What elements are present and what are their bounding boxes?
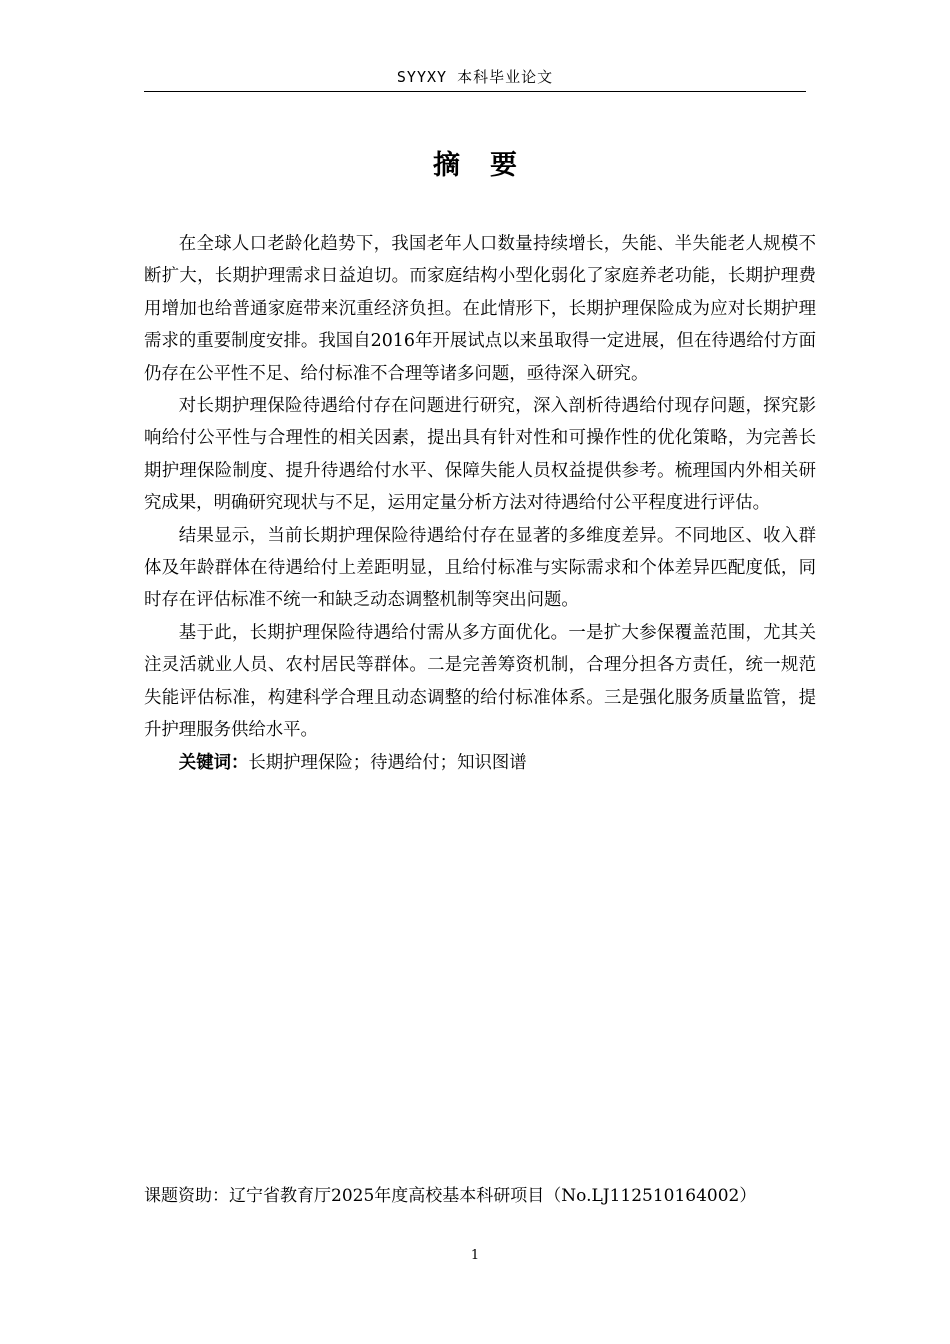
abstract-body	[144, 228, 816, 779]
keywords-label: 关键词：	[178, 752, 249, 773]
abstract-title: 摘要	[433, 150, 547, 181]
page-number: 1	[470, 1248, 480, 1263]
abstract-paragraph-4: 基于此，长期护理保险待遇给付需从多方面优化。一是扩大参保覆盖范围，尤其关注灵活就业人员、农村居民等群体。二是完善筹资机制，合理分担各方责任，统一规范失能评估标准，构建科学合理且动态调整的给付标准体系。三是强化服务质量监管，提升护理服务供给水平。	[144, 622, 816, 741]
abstract-paragraph-3: 结果显示，当前长期护理保险待遇给付存在显著的多维度差异。不同地区、收入群体及年龄群体在待遇给付上差距明显，且给付标准与实际需求和个体差异匹配度低，同时存在评估标准不统一和缺乏动态调整机制等突出问题。	[144, 525, 816, 611]
abstract-paragraph-2: 对长期护理保险待遇给付存在问题进行研究，深入剖析待遇给付现存问题，探究影响给付公平性与合理性的相关因素，提出具有针对性和可操作性的优化策略，为完善长期护理保险制度、提升待遇给付水平、保障失能人员权益提供参考。梳理国内外相关研究成果，明确研究现状与不足，运用定量分析方法对待遇给付公平程度进行评估。	[144, 396, 816, 514]
abstract-paragraph-1: 在全球人口老龄化趋势下，我国老年人口数量持续增长，失能、半失能老人规模不断扩大，长期护理需求日益迫切。而家庭结构小型化弱化了家庭养老功能，长期护理费用增加也给普通家庭带来沉重经济负担。在此情形下，长期护理保险成为应对长期护理需求的重要制度安排。我国自2016年开展试点以来虽取得一定进展，但在待遇给付方面仍存在公平性不足、给付标准不合理等诸多问题，亟待深入研究。	[144, 234, 816, 384]
keywords-value: 长期护理保险；待遇给付；知识图谱	[248, 752, 527, 773]
header-rule	[144, 91, 806, 92]
keywords-line	[144, 747, 816, 779]
running-header: SYYXY 本科毕业论文	[396, 68, 554, 86]
funding-note: 课题资助：辽宁省教育厅2025年度高校基本科研项目（No.LJ112510164002）	[144, 1186, 757, 1206]
